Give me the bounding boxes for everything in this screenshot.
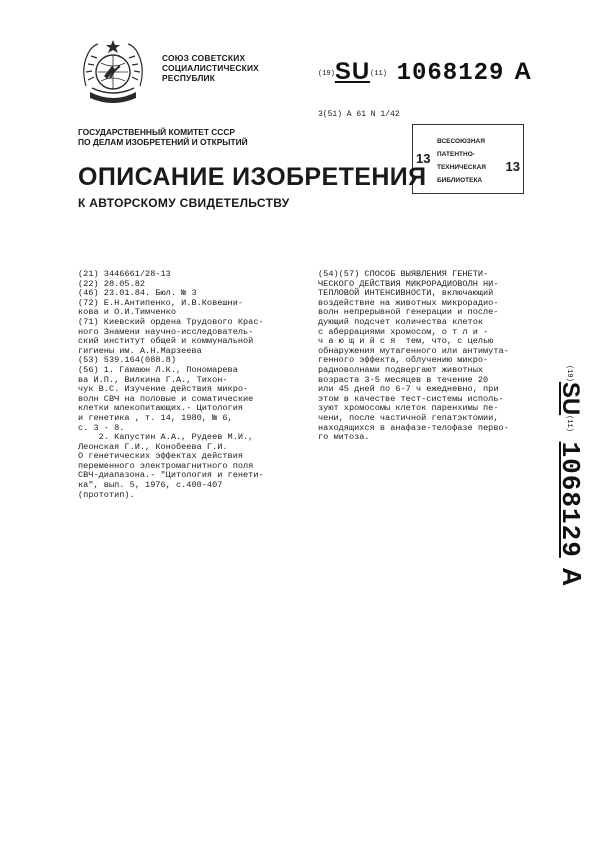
biblio-line: ка", вып. 5, 1976, с.400-407	[78, 480, 223, 491]
biblio-line: Леонская Г.И., Конобеева Г.И.	[78, 441, 228, 452]
ipc-classification: 3(51) A 61 N 1/42	[318, 110, 400, 119]
patent-number: 1068129	[555, 441, 585, 558]
biblio-line: кова и О.И.Тимченко	[78, 307, 176, 318]
claim-line: чени, после частичной гепатэктомии,	[318, 412, 499, 423]
bibliographic-data	[78, 270, 264, 500]
biblio-line: СВЧ-диапазона.- "Цитология и генети-	[78, 470, 264, 481]
biblio-line: (46) 23.01.84. Бюл. № 3	[78, 288, 197, 299]
country-line: СОЦИАЛИСТИЧЕСКИХ	[162, 63, 259, 73]
biblio-line: ного Знамени научно-исследователь-	[78, 326, 254, 337]
inid-code-19: (19)	[318, 70, 335, 78]
biblio-line: (56) 1. Гамаюн Л.К., Пономарева	[78, 364, 238, 375]
country-name	[162, 53, 259, 83]
inid-code-19: (19)	[565, 365, 573, 382]
state-emblem-icon	[76, 36, 150, 110]
biblio-line: ский институт общей и коммунальной	[78, 336, 254, 347]
committee-line: ГОСУДАРСТВЕННЫЙ КОМИТЕТ СССР	[78, 127, 235, 137]
biblio-line: (21) 3446661/28-13	[78, 269, 171, 279]
claim-line: возраста 3-5 месяцев в течение 20	[318, 374, 489, 385]
claim-line: воздействие на животных микрорадио-	[318, 297, 499, 308]
biblio-line: волн СВЧ на половые и соматические	[78, 393, 254, 404]
claim-line: ч а ю щ и й с я тем, что, с целью	[318, 336, 494, 347]
inid-code-11: (11)	[565, 415, 573, 432]
country-line: СОЮЗ СОВЕТСКИХ	[162, 53, 246, 63]
claim-line: волн непрерывной генерации и после-	[318, 307, 499, 318]
claim-line: этом в качестве тест-системы исполь-	[318, 393, 504, 404]
country-code: SU	[557, 381, 584, 416]
claim-line: го митоза.	[318, 432, 370, 443]
claim-line: находящихся в анафазе-телофазе перво-	[318, 422, 509, 433]
country-line: РЕСПУБЛИК	[162, 73, 216, 83]
stamp-line: БИБЛИОТЕКА	[437, 177, 483, 184]
claim-line: с аберрациями хромосом, о т л и -	[318, 326, 489, 337]
claim-line: или 45 дней по 6-7 ч ежедневно, при	[318, 384, 499, 395]
stamp-line: ВСЕСОЮЗНАЯ	[437, 138, 485, 145]
biblio-line: клетки млекопитающих.- Цитология	[78, 403, 244, 414]
claim-line: обнаружения мутагенного или антимута-	[318, 345, 509, 356]
library-stamp	[412, 124, 524, 194]
biblio-line: чук В.С. Изучение действия микро-	[78, 384, 249, 395]
committee-line: ПО ДЕЛАМ ИЗОБРЕТЕНИЙ И ОТКРЫТИЙ	[78, 137, 248, 147]
claim-line: радиоволнами подвергают животных	[318, 364, 484, 375]
biblio-line: 2. Капустин А.А., Рудеев М.И.,	[78, 432, 254, 443]
vertical-publication-number	[555, 365, 595, 665]
committee-name	[78, 127, 248, 147]
kind-code: A	[514, 58, 532, 85]
biblio-line: гигиены им. А.Н.Марзеева	[78, 345, 202, 356]
stamp-line: ПАТЕНТНО-	[437, 151, 475, 158]
biblio-line: переменного электромагнитного поля	[78, 460, 254, 471]
stamp-line: ТЕХНИЧЕСКАЯ	[437, 164, 486, 171]
claim-line: дующий подсчет количества клеток	[318, 316, 484, 327]
claim-line: ЧЕСКОГО ДЕЙСТВИЯ МИКРОРАДИОВОЛН НИ-	[318, 278, 499, 289]
document-title: ОПИСАНИЕ ИЗОБРЕТЕНИЯ	[78, 163, 427, 191]
biblio-line: О генетических эффектах действия	[78, 451, 244, 462]
biblio-line: (прототип).	[78, 489, 135, 500]
kind-code: A	[557, 567, 587, 587]
biblio-line: (53) 539.164(088.8)	[78, 355, 176, 366]
biblio-line: и генетика , т. 14, 1980, № 6,	[78, 412, 233, 423]
biblio-line: с. 3 - 8.	[78, 422, 125, 433]
inid-code-11: (11)	[370, 70, 387, 78]
stamp-left-number: 13	[416, 151, 431, 166]
claim-line: зуют хромосомы клеток паренхимы пе-	[318, 403, 499, 414]
publication-number	[318, 58, 531, 87]
biblio-line: (22) 28.05.82	[78, 278, 146, 289]
biblio-line: (72) Е.Н.Антипенко, И.В.Ковешни-	[78, 297, 244, 308]
biblio-line: (71) Киевский ордена Трудового Крас-	[78, 316, 264, 327]
claim-line: генного эффекта, облучению микро-	[318, 355, 489, 366]
biblio-line: ва И.П., Вилкина Г.А., Тихон-	[78, 374, 228, 385]
patent-number: 1068129	[396, 60, 505, 87]
claim-line: ТЕПЛОВОЙ ИНТЕНСИВНОСТИ, включающий	[318, 288, 494, 299]
claim-line: (54)(57) СПОСОБ ВЫЯВЛЕНИЯ ГЕНЕТИ-	[318, 269, 489, 279]
country-code: SU	[334, 58, 371, 85]
document-subtitle: К АВТОРСКОМУ СВИДЕТЕЛЬСТВУ	[78, 196, 290, 210]
stamp-right-number: 13	[505, 159, 520, 174]
claim-text	[318, 270, 509, 443]
